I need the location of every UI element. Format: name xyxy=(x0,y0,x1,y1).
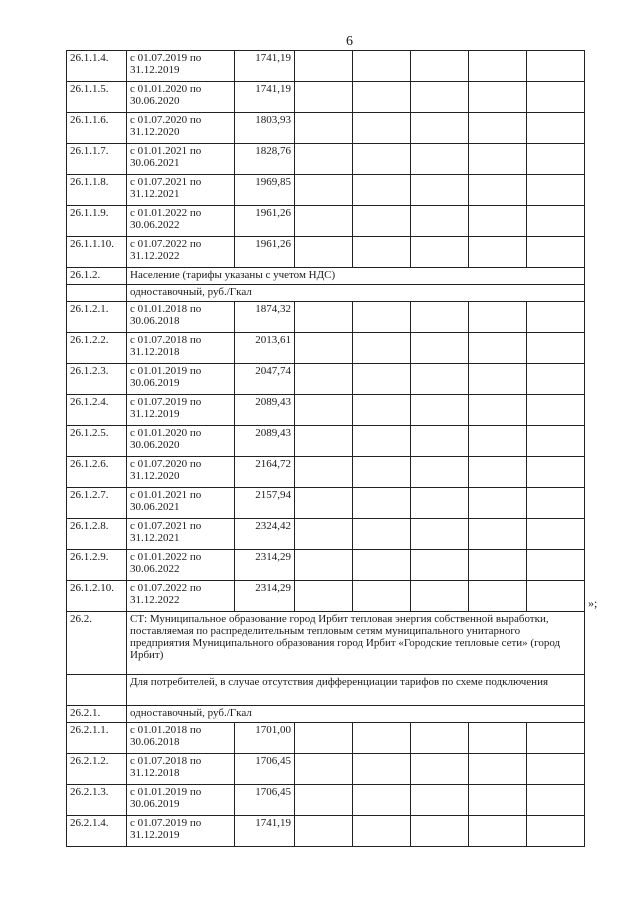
empty-cell xyxy=(411,426,469,457)
empty-cell xyxy=(295,82,353,113)
row-tariff-value: 1741,19 xyxy=(235,816,295,847)
empty-cell xyxy=(527,113,585,144)
empty-cell xyxy=(353,457,411,488)
row-period: с 01.07.2020 по 31.12.2020 xyxy=(127,457,235,488)
row-code: 26.2.1.2. xyxy=(67,754,127,785)
empty-cell xyxy=(469,175,527,206)
empty-cell xyxy=(527,144,585,175)
empty-cell xyxy=(353,550,411,581)
row-period: с 01.07.2021 по 31.12.2021 xyxy=(127,175,235,206)
empty-cell xyxy=(411,237,469,268)
row-tariff-value: 2157,94 xyxy=(235,488,295,519)
empty-cell xyxy=(411,723,469,754)
empty-cell xyxy=(295,237,353,268)
empty-cell xyxy=(527,785,585,816)
empty-cell xyxy=(469,723,527,754)
row-code xyxy=(67,675,127,706)
row-code: 26.2.1.3. xyxy=(67,785,127,816)
empty-cell xyxy=(527,581,585,612)
row-description: одноставочный, руб./Гкал xyxy=(127,285,585,302)
empty-cell xyxy=(295,816,353,847)
empty-cell xyxy=(353,426,411,457)
empty-cell xyxy=(411,175,469,206)
row-code: 26.2.1. xyxy=(67,706,127,723)
row-period: с 01.01.2018 по 30.06.2018 xyxy=(127,723,235,754)
empty-cell xyxy=(353,395,411,426)
empty-cell xyxy=(353,175,411,206)
empty-cell xyxy=(411,488,469,519)
empty-cell xyxy=(353,113,411,144)
empty-cell xyxy=(353,723,411,754)
row-period: с 01.01.2021 по 30.06.2021 xyxy=(127,144,235,175)
empty-cell xyxy=(527,333,585,364)
empty-cell xyxy=(469,82,527,113)
row-tariff-value: 2314,29 xyxy=(235,581,295,612)
row-code: 26.1.2.2. xyxy=(67,333,127,364)
empty-cell xyxy=(411,113,469,144)
empty-cell xyxy=(527,206,585,237)
table-row xyxy=(67,816,585,847)
empty-cell xyxy=(295,113,353,144)
empty-cell xyxy=(527,754,585,785)
row-period: с 01.07.2020 по 31.12.2020 xyxy=(127,113,235,144)
empty-cell xyxy=(353,82,411,113)
row-tariff-value: 2089,43 xyxy=(235,395,295,426)
empty-cell xyxy=(411,519,469,550)
row-period: с 01.07.2022 по 31.12.2022 xyxy=(127,237,235,268)
closing-quote-mark: »; xyxy=(588,596,598,610)
empty-cell xyxy=(295,550,353,581)
empty-cell xyxy=(527,175,585,206)
row-period: с 01.07.2018 по 31.12.2018 xyxy=(127,333,235,364)
row-tariff-value: 2314,29 xyxy=(235,550,295,581)
empty-cell xyxy=(527,426,585,457)
empty-cell xyxy=(411,364,469,395)
empty-cell xyxy=(469,144,527,175)
row-code: 26.1.2.9. xyxy=(67,550,127,581)
empty-cell xyxy=(353,364,411,395)
row-tariff-value: 1701,00 xyxy=(235,723,295,754)
table-row xyxy=(67,302,585,333)
row-code: 26.1.2. xyxy=(67,268,127,285)
empty-cell xyxy=(353,519,411,550)
empty-cell xyxy=(353,206,411,237)
empty-cell xyxy=(411,82,469,113)
empty-cell xyxy=(469,754,527,785)
empty-cell xyxy=(353,581,411,612)
row-tariff-value: 2047,74 xyxy=(235,364,295,395)
empty-cell xyxy=(469,333,527,364)
row-period: с 01.07.2021 по 31.12.2021 xyxy=(127,519,235,550)
tariff-table-body xyxy=(67,51,585,847)
row-code: 26.1.1.10. xyxy=(67,237,127,268)
empty-cell xyxy=(353,333,411,364)
table-row xyxy=(67,488,585,519)
empty-cell xyxy=(527,302,585,333)
empty-cell xyxy=(295,519,353,550)
empty-cell xyxy=(527,723,585,754)
row-tariff-value: 1828,76 xyxy=(235,144,295,175)
row-tariff-value: 2324,42 xyxy=(235,519,295,550)
row-tariff-value: 1961,26 xyxy=(235,206,295,237)
row-period: с 01.01.2022 по 30.06.2022 xyxy=(127,550,235,581)
empty-cell xyxy=(469,550,527,581)
empty-cell xyxy=(411,333,469,364)
table-row xyxy=(67,206,585,237)
table-row xyxy=(67,395,585,426)
row-period: с 01.07.2019 по 31.12.2019 xyxy=(127,395,235,426)
table-row xyxy=(67,519,585,550)
empty-cell xyxy=(527,488,585,519)
empty-cell xyxy=(469,113,527,144)
empty-cell xyxy=(469,302,527,333)
empty-cell xyxy=(295,488,353,519)
empty-cell xyxy=(411,144,469,175)
empty-cell xyxy=(353,302,411,333)
row-period: с 01.01.2019 по 30.06.2019 xyxy=(127,364,235,395)
row-tariff-value: 1706,45 xyxy=(235,785,295,816)
row-code: 26.1.2.10. xyxy=(67,581,127,612)
row-period: с 01.07.2022 по 31.12.2022 xyxy=(127,581,235,612)
row-period: с 01.01.2019 по 30.06.2019 xyxy=(127,785,235,816)
empty-cell xyxy=(527,82,585,113)
empty-cell xyxy=(527,395,585,426)
empty-cell xyxy=(469,581,527,612)
empty-cell xyxy=(353,816,411,847)
empty-cell xyxy=(295,581,353,612)
row-code: 26.1.2.3. xyxy=(67,364,127,395)
row-description: СТ: Муниципальное образование город Ирбит тепловая энергия собственной выработки, поставляемая по распределительным тепловым сетям муниципального унитарного предприятия Муниципального образования город Ирбит «Городские тепловые сети» (город Ирбит) xyxy=(127,612,585,675)
row-code: 26.1.2.7. xyxy=(67,488,127,519)
empty-cell xyxy=(295,144,353,175)
row-code: 26.1.1.8. xyxy=(67,175,127,206)
table-row xyxy=(67,364,585,395)
row-period: с 01.01.2021 по 30.06.2021 xyxy=(127,488,235,519)
empty-cell xyxy=(469,426,527,457)
empty-cell xyxy=(295,333,353,364)
row-tariff-value: 1961,26 xyxy=(235,237,295,268)
empty-cell xyxy=(527,51,585,82)
row-code: 26.2.1.4. xyxy=(67,816,127,847)
row-code: 26.1.2.1. xyxy=(67,302,127,333)
empty-cell xyxy=(411,51,469,82)
empty-cell xyxy=(527,457,585,488)
table-row xyxy=(67,550,585,581)
row-code: 26.1.1.6. xyxy=(67,113,127,144)
empty-cell xyxy=(295,51,353,82)
empty-cell xyxy=(469,206,527,237)
row-tariff-value: 1741,19 xyxy=(235,51,295,82)
empty-cell xyxy=(411,206,469,237)
row-tariff-value: 2089,43 xyxy=(235,426,295,457)
empty-cell xyxy=(527,519,585,550)
table-row xyxy=(67,51,585,82)
empty-cell xyxy=(353,785,411,816)
row-code: 26.1.1.7. xyxy=(67,144,127,175)
table-row xyxy=(67,723,585,754)
table-row xyxy=(67,82,585,113)
empty-cell xyxy=(411,457,469,488)
table-row xyxy=(67,237,585,268)
empty-cell xyxy=(353,51,411,82)
row-period: с 01.01.2020 по 30.06.2020 xyxy=(127,82,235,113)
row-code: 26.1.2.6. xyxy=(67,457,127,488)
table-row xyxy=(67,175,585,206)
row-period: с 01.01.2022 по 30.06.2022 xyxy=(127,206,235,237)
empty-cell xyxy=(527,550,585,581)
row-code xyxy=(67,285,127,302)
table-row xyxy=(67,285,585,302)
empty-cell xyxy=(469,519,527,550)
empty-cell xyxy=(295,206,353,237)
table-row xyxy=(67,426,585,457)
row-period: с 01.07.2018 по 31.12.2018 xyxy=(127,754,235,785)
empty-cell xyxy=(353,488,411,519)
row-code: 26.1.1.5. xyxy=(67,82,127,113)
row-tariff-value: 2164,72 xyxy=(235,457,295,488)
empty-cell xyxy=(411,581,469,612)
table-row xyxy=(67,581,585,612)
empty-cell xyxy=(469,816,527,847)
row-tariff-value: 1803,93 xyxy=(235,113,295,144)
empty-cell xyxy=(469,51,527,82)
empty-cell xyxy=(295,754,353,785)
table-row xyxy=(67,333,585,364)
empty-cell xyxy=(295,723,353,754)
empty-cell xyxy=(527,816,585,847)
empty-cell xyxy=(295,457,353,488)
table-row xyxy=(67,612,585,675)
empty-cell xyxy=(469,395,527,426)
row-tariff-value: 1706,45 xyxy=(235,754,295,785)
empty-cell xyxy=(411,395,469,426)
row-tariff-value: 1874,32 xyxy=(235,302,295,333)
table-row xyxy=(67,754,585,785)
table-row xyxy=(67,706,585,723)
tariff-table xyxy=(66,50,585,847)
empty-cell xyxy=(353,237,411,268)
empty-cell xyxy=(411,302,469,333)
empty-cell xyxy=(411,550,469,581)
empty-cell xyxy=(411,816,469,847)
table-row xyxy=(67,785,585,816)
row-period: с 01.07.2019 по 31.12.2019 xyxy=(127,816,235,847)
row-code: 26.2.1.1. xyxy=(67,723,127,754)
empty-cell xyxy=(469,237,527,268)
empty-cell xyxy=(469,457,527,488)
table-row xyxy=(67,457,585,488)
empty-cell xyxy=(527,237,585,268)
table-row xyxy=(67,675,585,706)
table-row xyxy=(67,144,585,175)
empty-cell xyxy=(295,364,353,395)
row-description: одноставочный, руб./Гкал xyxy=(127,706,585,723)
empty-cell xyxy=(295,302,353,333)
empty-cell xyxy=(469,364,527,395)
empty-cell xyxy=(527,364,585,395)
row-code: 26.2. xyxy=(67,612,127,675)
page-number: 6 xyxy=(346,34,353,49)
empty-cell xyxy=(411,754,469,785)
row-description: Население (тарифы указаны с учетом НДС) xyxy=(127,268,585,285)
empty-cell xyxy=(295,426,353,457)
row-period: с 01.01.2018 по 30.06.2018 xyxy=(127,302,235,333)
row-code: 26.1.2.8. xyxy=(67,519,127,550)
empty-cell xyxy=(353,754,411,785)
empty-cell xyxy=(295,395,353,426)
row-period: с 01.07.2019 по 31.12.2019 xyxy=(127,51,235,82)
empty-cell xyxy=(295,785,353,816)
empty-cell xyxy=(469,785,527,816)
row-description: Для потребителей, в случае отсутствия дифференциации тарифов по схеме подключения xyxy=(127,675,585,706)
row-tariff-value: 2013,61 xyxy=(235,333,295,364)
empty-cell xyxy=(469,488,527,519)
table-row xyxy=(67,113,585,144)
row-period: с 01.01.2020 по 30.06.2020 xyxy=(127,426,235,457)
table-row xyxy=(67,268,585,285)
empty-cell xyxy=(411,785,469,816)
row-tariff-value: 1969,85 xyxy=(235,175,295,206)
empty-cell xyxy=(353,144,411,175)
empty-cell xyxy=(295,175,353,206)
row-code: 26.1.1.4. xyxy=(67,51,127,82)
row-tariff-value: 1741,19 xyxy=(235,82,295,113)
row-code: 26.1.2.4. xyxy=(67,395,127,426)
row-code: 26.1.2.5. xyxy=(67,426,127,457)
row-code: 26.1.1.9. xyxy=(67,206,127,237)
